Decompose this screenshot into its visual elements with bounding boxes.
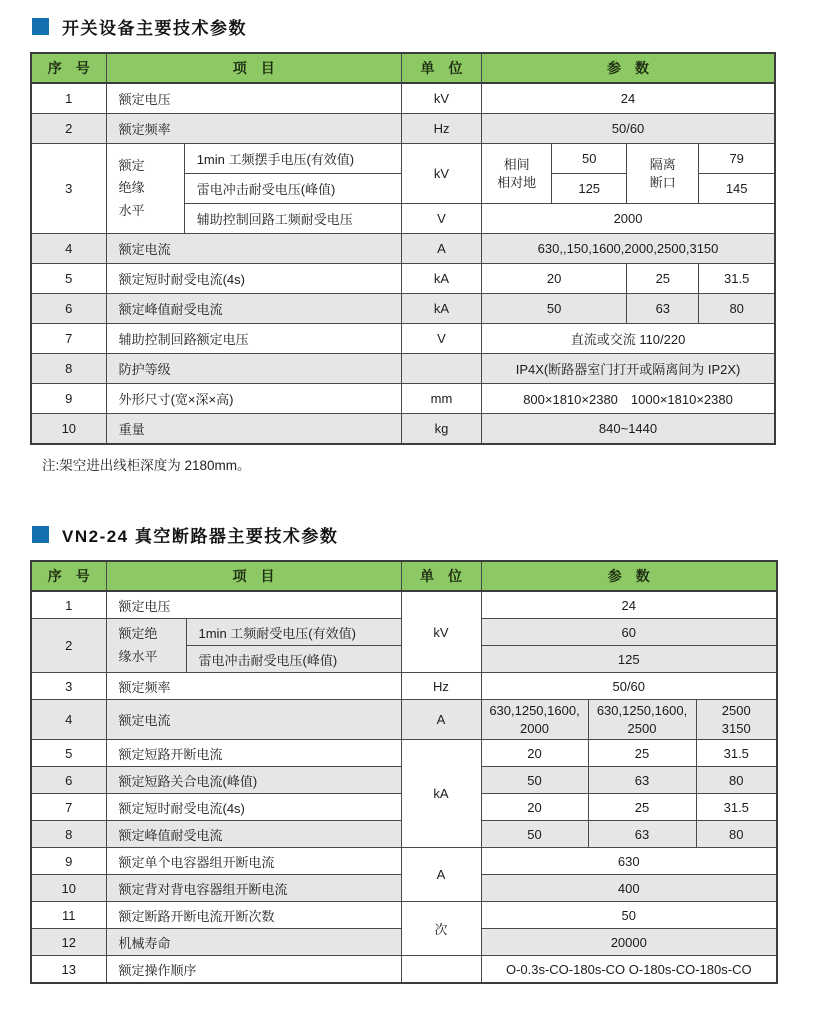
param-value [588,700,696,740]
unit-label: kV [401,144,481,204]
switchgear-parameters-table [30,52,776,445]
param-label-line: 断口 [649,174,676,190]
unit-label: Hz [401,114,481,144]
table-header-row [31,561,777,591]
param-label [482,144,552,204]
row-number: 12 [31,929,106,956]
item-label: 额定电流 [106,700,401,740]
row-number: 3 [31,144,106,234]
sub-item-label: 辅助控制回路工频耐受电压 [184,204,401,234]
unit-label: Hz [401,673,481,700]
param-value: 25 [627,264,699,294]
sub-item-label: 雷电冲击耐受电压(峰值) [186,646,401,673]
param-label-line: 相对地 [497,174,537,190]
unit-label: mm [401,384,481,414]
param-value: IP4X(断路器室门打开或隔离间为 IP2X) [482,354,775,384]
param-value: 20 [481,794,588,821]
table-row [31,234,775,264]
param-value: 25 [588,794,696,821]
unit-label: kV [401,83,481,114]
group-line: 额定 [118,158,145,174]
row-number: 6 [31,294,106,324]
blue-square-icon [32,526,49,543]
row-number: 8 [31,821,106,848]
item-label: 防护等级 [106,354,401,384]
unit-label: kA [401,740,481,848]
row-number: 10 [31,875,106,902]
header-no: 序 号 [31,53,106,83]
param-value: 80 [696,767,777,794]
table-row [31,414,775,445]
unit-label: V [401,204,481,234]
item-label: 机械寿命 [106,929,401,956]
param-value: 2000 [482,204,775,234]
param-value: 400 [481,875,777,902]
param-value: 31.5 [699,264,775,294]
table-row [31,848,777,875]
param-value-line: 630,1250,1600, [596,703,688,718]
section1-title-row [32,14,776,39]
item-label: 额定背对背电容器组开断电流 [106,875,401,902]
row-number: 5 [31,264,106,294]
item-label: 额定短时耐受电流(4s) [106,264,401,294]
row-number: 7 [31,794,106,821]
item-group-label [106,619,186,673]
table-row [31,83,775,114]
param-value-line: 2500 [627,720,657,736]
unit-label: A [401,848,481,902]
unit-label: kV [401,591,481,673]
param-value: 125 [481,646,777,673]
section-circuit-breaker [30,522,776,984]
param-value: 79 [699,144,775,174]
param-value: 50 [482,294,627,324]
section2-title: VN2-24 真空断路器主要技术参数 [62,527,339,546]
table-row [31,673,777,700]
group-line: 水平 [118,202,145,218]
param-value: 50/60 [481,673,777,700]
item-label: 外形尺寸(宽×深×高) [106,384,401,414]
item-label: 额定短路关合电流(峰值) [106,767,401,794]
param-value: 50 [481,767,588,794]
table-row [31,700,777,740]
section-spacer [0,474,822,508]
sub-item-label: 1min 工频摆手电压(有效值) [184,144,401,174]
group-line: 额定绝 [118,626,158,642]
row-number: 1 [31,591,106,619]
param-value-line: 630,1250,1600, [489,703,580,718]
param-value-line: 2500 [721,703,751,718]
table-row [31,902,777,929]
row-number: 9 [31,384,106,414]
item-label: 额定单个电容器组开断电流 [106,848,401,875]
unit-label: kA [401,294,481,324]
row-number: 4 [31,700,106,740]
blue-square-icon [32,18,49,35]
param-value: 145 [699,174,775,204]
param-value: 80 [699,294,775,324]
unit-label: kA [401,264,481,294]
table-row [31,384,775,414]
unit-label [401,956,481,984]
item-label: 额定频率 [106,673,401,700]
unit-label: 次 [401,902,481,956]
table-row [31,354,775,384]
param-value [696,700,777,740]
section2-title-row [32,522,776,547]
table-row [31,324,775,354]
header-item: 项 目 [106,53,401,83]
sub-item-label: 雷电冲击耐受电压(峰值) [184,174,401,204]
item-label: 额定峰值耐受电流 [106,294,401,324]
section1-title: 开关设备主要技术参数 [62,19,247,38]
unit-label: A [401,234,481,264]
header-item: 项 目 [106,561,401,591]
row-number: 13 [31,956,106,984]
table-row [31,264,775,294]
header-no: 序 号 [31,561,106,591]
item-label: 额定电流 [106,234,401,264]
param-value: 80 [696,821,777,848]
row-number: 7 [31,324,106,354]
item-label: 额定电压 [106,83,401,114]
table-header-row [31,53,775,83]
param-label-line: 相间 [503,156,530,172]
row-number: 8 [31,354,106,384]
item-label: 额定峰值耐受电流 [106,821,401,848]
sub-item-label: 1min 工频耐受电压(有效值) [186,619,401,646]
table-footnote: 注:架空进出线柜深度为 2180mm。 [42,458,251,473]
param-value: 24 [482,83,775,114]
param-value [481,700,588,740]
table-row [31,591,777,619]
param-value: 20 [481,740,588,767]
row-number: 4 [31,234,106,264]
row-number: 10 [31,414,106,445]
param-value: 直流或交流 110/220 [482,324,775,354]
param-label-line: 隔离 [649,156,676,172]
row-number: 6 [31,767,106,794]
param-value: 50 [481,821,588,848]
table-row [31,740,777,767]
param-label [627,144,699,204]
item-label: 额定短时耐受电流(4s) [106,794,401,821]
param-value: 31.5 [696,740,777,767]
param-value: 125 [552,174,627,204]
param-value: 20 [482,264,627,294]
param-value-line: 3150 [721,720,751,736]
param-value: 20000 [481,929,777,956]
item-label: 额定频率 [106,114,401,144]
item-label: 辅助控制回路额定电压 [106,324,401,354]
param-value: 24 [481,591,777,619]
table-row [31,144,775,174]
item-label: 额定操作顺序 [106,956,401,984]
table-row [31,294,775,324]
param-value: 25 [588,740,696,767]
table-row [31,956,777,984]
param-value: 800×1810×2380 1000×1810×2380 [482,384,775,414]
item-label: 额定电压 [106,591,401,619]
param-value-line: 2000 [520,720,549,736]
row-number: 3 [31,673,106,700]
item-label: 重量 [106,414,401,445]
param-value: O-0.3s-CO-180s-CO O-180s-CO-180s-CO [481,956,777,984]
unit-label: V [401,324,481,354]
header-param: 参 数 [481,561,777,591]
group-line: 绝缘 [118,180,145,196]
param-value: 840~1440 [482,414,775,445]
item-group-label [106,144,184,234]
param-value: 50/60 [482,114,775,144]
row-number: 1 [31,83,106,114]
param-value: 63 [588,767,696,794]
row-number: 5 [31,740,106,767]
param-value: 630 [481,848,777,875]
param-value: 60 [481,619,777,646]
row-number: 2 [31,619,106,673]
param-value: 50 [552,144,627,174]
header-unit: 单 位 [401,561,481,591]
row-number: 11 [31,902,106,929]
param-value: 630,,150,1600,2000,2500,3150 [482,234,775,264]
item-label: 额定短路开断电流 [106,740,401,767]
param-value: 63 [627,294,699,324]
circuit-breaker-parameters-table [30,560,778,984]
section-switchgear [30,14,776,474]
item-label: 额定断路开断电流开断次数 [106,902,401,929]
row-number: 2 [31,114,106,144]
group-line: 缘水平 [118,648,158,664]
row-number: 9 [31,848,106,875]
header-unit: 单 位 [401,53,481,83]
table-row [31,114,775,144]
unit-label: kg [401,414,481,445]
unit-label: A [401,700,481,740]
header-param: 参 数 [482,53,775,83]
unit-label [401,354,481,384]
param-value: 31.5 [696,794,777,821]
param-value: 63 [588,821,696,848]
param-value: 50 [481,902,777,929]
